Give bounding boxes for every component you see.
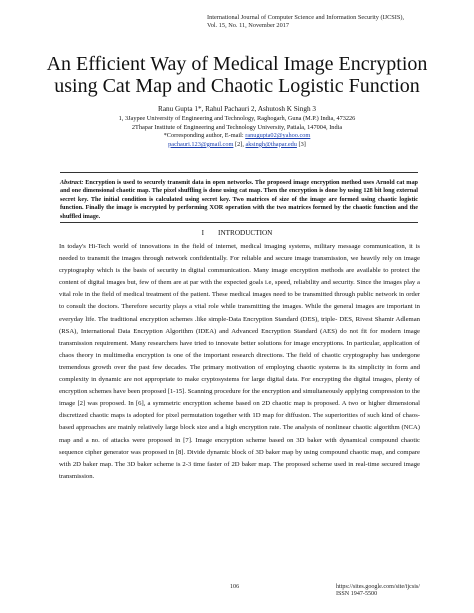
title-line-2: using Cat Map and Chaotic Logistic Function xyxy=(54,75,420,97)
abstract-text: Encryption is used to securely transmit data in open networks. The proposed image encryption method uses Arnold cat map and one dimensional chaotic map. The pixel shuffling is done using cat map. Then the encryption is done by using 128 bit long external secret key. The initial condition is calculated using secret key. Two matrices of size of the image are formed using chaotic logistic function. Finally the image is encrypted by performing XOR operation with the two matrices formed by the chaotic function and the shuffled image. xyxy=(60,179,418,220)
section-heading xyxy=(20,229,454,237)
email-link-1[interactable]: ranugupta02@yahoo.com xyxy=(245,132,311,140)
corresponding-label: *Corresponding author, E-mail: xyxy=(163,132,246,140)
journal-name: International Journal of Computer Science and Information Security (IJCSIS), xyxy=(207,14,405,21)
email-2-suffix: [2], xyxy=(233,140,246,148)
introduction-body xyxy=(59,241,420,483)
affiliation-1: 1, 3Jaypee University of Engineering and Technology, Raghogarh, Guna (M.P.) India, 473226 xyxy=(118,115,356,122)
journal-header xyxy=(207,14,404,29)
author-emails xyxy=(20,141,454,150)
page-number: 106 xyxy=(230,584,240,590)
abstract xyxy=(60,179,418,221)
email-3-suffix: [3] xyxy=(296,140,306,148)
journal-volume: Vol. 15, No. 11, November 2017 xyxy=(207,21,290,29)
title-line-1: An Efficient Way of Medical Image Encryption xyxy=(46,53,428,75)
corresponding-author xyxy=(20,132,454,141)
abstract-label: Abstract: xyxy=(60,179,84,186)
footer-url[interactable]: https://sites.google.com/site/ijcsis/ xyxy=(336,584,420,590)
abstract-bottom-rule xyxy=(60,222,418,223)
email-link-3[interactable]: aksingh@thapar.edu xyxy=(245,140,297,148)
section-title: INTRODUCTION xyxy=(218,229,273,237)
paper-title xyxy=(20,53,454,97)
affiliations xyxy=(20,115,454,149)
author-list: Ranu Gupta 1*, Rahul Pachauri 2, Ashutosh K Singh 3 xyxy=(158,105,316,113)
abstract-top-rule xyxy=(60,172,418,173)
footer-right xyxy=(336,584,420,599)
affiliation-2: 2Thapar Institute of Engineering and Technology University, Patiala, 147004, India xyxy=(131,123,343,131)
paragraph: In today's Hi-Tech world of innovations in the field of internet, medical imaging systems, military message communication, it is needed to transmit the images through network confidentially. For reliable and secure image transmission, we heavily rely on image cryptography which is the basis of security in digital communication. Many image encryption methods are available to protect the content of digital images but, few of them are at par with the expected goals i.e, speed, reliability and security. Since the images play a vital role in the field of medical treatment of the patient. These medical images need to be transmitted through public network in order to consult the doctors. Therefore security plays a vital role while transmitting the images. While the general images are important in everyday life. The traditional encryption schemes .like simple-Data Encryption Standard (DES), triple- DES, Rivest Shamir Adleman (RSA), International Data Encryption Algorithm (IDEA) and Advanced Encryption Standard (AES) do not fit for modern image transmission requirement. Many researchers have tried to innovate better solutions for image encryptions. In particular, application of chaos theory in multimedia encryption is one of the important research directions. The field of chaotic cryptography has undergone tremendous growth over the past few decades. The primary motivation of employing chaotic systems is its simplicity in form and complexity in dynamic are not appropriate to make cryptosystems for large digital data. For encrypting the digital images, plenty of encryption schemes have been proposed [1-15]. Scanning procedure for the encryption and simultaneously applying compression to the image [2] was proposed. In [6], a symmetric encryption scheme based on 2D chaotic map is proposed. A two or higher dimensional discretized chaotic maps is adopted for pixel permutation together with 1D map for diffusion. The superiorities of such kind of chaos-based approaches are mainly relatively large block size and a high encryption rate. The analysis of nonlinear chaotic algorithm (NCA) map and a no. of attacks were proposed in [7]. Image encryption scheme based on 3D baker with dynamical compound chaotic sequence cipher generator was proposed in [8]. Divide dynamic block of 3D baker map by using compound chaotic map, and compare with 2D baker map. The 3D baker scheme is 2-3 time faster of 2D baker map. The proposed scheme used in real-time secured image transmission. xyxy=(59,243,420,480)
email-link-2[interactable]: pachauri.123@gmail.com xyxy=(168,140,234,148)
section-number: I xyxy=(201,229,205,237)
footer-issn: ISSN 1947-5500 xyxy=(336,591,378,598)
